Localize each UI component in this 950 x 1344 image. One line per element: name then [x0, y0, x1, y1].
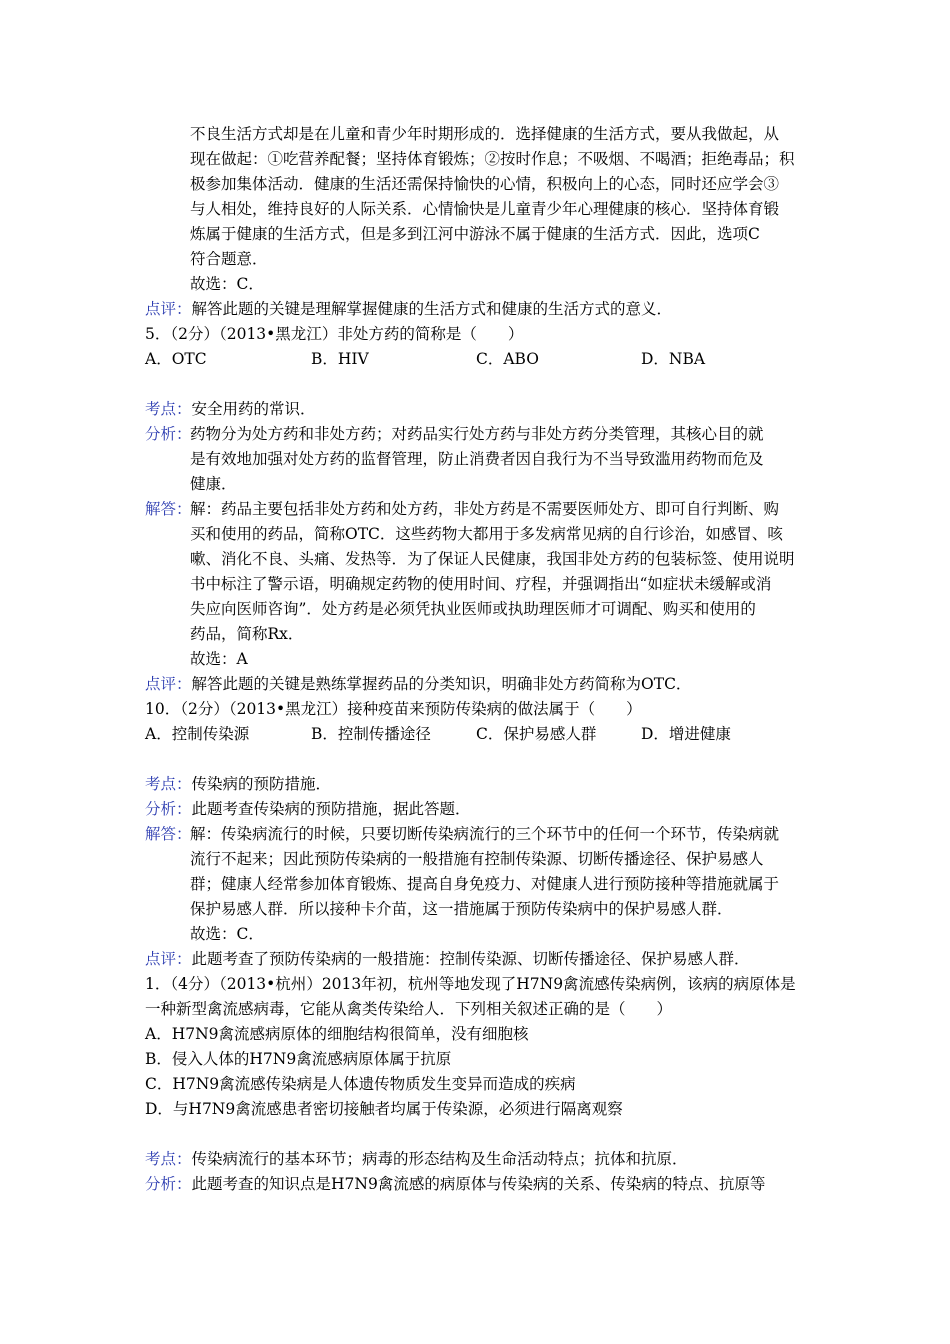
option-d: D．增进健康: [641, 725, 731, 743]
jieda-line: 买和使用的药品，简称OTC．这些药物大都用于多发病常见病的自行诊治，如感冒、咳: [190, 525, 783, 543]
option-c: C．保护易感人群: [476, 725, 597, 743]
option-a: A．控制传染源: [145, 725, 250, 743]
fenxi-line: 健康．: [190, 475, 237, 493]
question-stem: 10．（2分）（2013•黑龙江）接种疫苗来预防传染病的做法属于（ ）: [145, 700, 642, 718]
jieda-line: 解：传染病流行的时候，只要切断传染病流行的三个环节中的任何一个环节，传染病就: [190, 825, 780, 843]
kaodian-text: 传染病的预防措施．: [191, 775, 332, 793]
jieda-line: 群；健康人经常参加体育锻炼、提高自身免疫力、对健康人进行预防接种等措施就属于: [190, 875, 780, 893]
kaodian-text: 传染病流行的基本环节；病毒的形态结构及生命活动特点；抗体和抗原．: [191, 1150, 688, 1168]
fenxi-label: 分析：: [145, 1175, 192, 1193]
answer-line: 故选：C．: [190, 275, 264, 293]
comment-text: 解答此题的关键是理解掌握健康的生活方式和健康的生活方式的意义．: [191, 300, 673, 318]
option-b: B．HIV: [311, 350, 369, 368]
option-c: C．H7N9禽流感传染病是人体遗传物质发生变异而造成的疾病: [145, 1075, 576, 1093]
dianping-label: 点评：: [145, 950, 192, 968]
option-b: B．侵入人体的H7N9禽流感病原体属于抗原: [145, 1050, 452, 1068]
question-stem: 5．（2分）（2013•黑龙江）非处方药的简称是（ ）: [145, 325, 524, 343]
jieda-line: 嗽、消化不良、头痛、发热等．为了保证人民健康，我国非处方药的包装标签、使用说明: [190, 550, 795, 568]
dianping-text: 解答此题的关键是熟练掌握药品的分类知识，明确非处方药简称为OTC．: [191, 675, 692, 693]
option-b: B．控制传播途径: [311, 725, 431, 743]
comment-row: [145, 299, 672, 319]
jieda-label: 解答：: [145, 825, 192, 843]
question-stem: 1．（4分）（2013•杭州）2013年初，杭州等地发现了H7N9禽流感传染病例，该病的病原体是: [145, 975, 796, 993]
fenxi-row: [145, 799, 471, 819]
jieda-line: 书中标注了警示语，明确规定药物的使用时间、疗程，并强调指出“如症状未缓解或消: [190, 575, 772, 593]
answer-line: 故选：A: [190, 650, 248, 668]
dianping-row: [145, 949, 750, 969]
kaodian-label: 考点：: [145, 1150, 192, 1168]
text-line: 不良生活方式却是在儿童和青少年时期形成的．选择健康的生活方式，要从我做起，从: [190, 125, 780, 143]
jieda-line: 药品，简称Rx．: [190, 625, 304, 643]
option-a: A．OTC: [145, 350, 207, 368]
dianping-label: 点评：: [145, 675, 192, 693]
kaodian-row: [145, 774, 331, 794]
jieda-line: 失应向医师咨询”．处方药是必须凭执业医师或执助理医师才可调配、购买和使用的: [190, 600, 756, 618]
option-c: C．ABO: [476, 350, 539, 368]
answer-line: 故选：C．: [190, 925, 264, 943]
fenxi-text: 此题考查的知识点是H7N9禽流感的病原体与传染病的关系、传染病的特点、抗原等: [191, 1175, 766, 1193]
text-line: 符合题意．: [190, 250, 268, 268]
fenxi-row: [145, 1174, 765, 1194]
question-stem: 一种新型禽流感病毒，它能从禽类传染给人．下列相关叙述正确的是（ ）: [145, 1000, 673, 1018]
fenxi-line: 是有效地加强对处方药的监督管理，防止消费者因自我行为不当导致滥用药物而危及: [190, 450, 764, 468]
dianping-text: 此题考查了预防传染病的一般措施：控制传染源、切断传播途径、保护易感人群．: [191, 950, 750, 968]
kaodian-text: 安全用药的常识．: [191, 400, 316, 418]
text-line: 与人相处，维持良好的人际关系．心情愉快是儿童青少年心理健康的核心．坚持体育锻: [190, 200, 780, 218]
fenxi-line: 药物分为处方药和非处方药；对药品实行处方药与非处方药分类管理，其核心目的就: [190, 425, 764, 443]
jieda-line: 保护易感人群．所以接种卡介苗，这一措施属于预防传染病中的保护易感人群．: [190, 900, 733, 918]
fenxi-label: 分析：: [145, 425, 192, 443]
option-d: D．与H7N9禽流感患者密切接触者均属于传染源，必须进行隔离观察: [145, 1100, 623, 1118]
text-line: 现在做起：①吃营养配餐；坚持体育锻炼；②按时作息；不吸烟、不喝酒；拒绝毒品；积: [190, 150, 795, 168]
dianping-row: [145, 674, 691, 694]
jieda-line: 解：药品主要包括非处方药和处方药，非处方药是不需要医师处方、即可自行判断、购: [190, 500, 780, 518]
kaodian-row: [145, 1149, 688, 1169]
fenxi-text: 此题考查传染病的预防措施，据此答题．: [191, 800, 471, 818]
jieda-label: 解答：: [145, 500, 192, 518]
text-line: 炼属于健康的生活方式，但是多到江河中游泳不属于健康的生活方式．因此，选项C: [190, 225, 760, 243]
option-a: A．H7N9禽流感病原体的细胞结构很简单，没有细胞核: [145, 1025, 529, 1043]
kaodian-label: 考点：: [145, 775, 192, 793]
fenxi-label: 分析：: [145, 800, 192, 818]
comment-label: 点评：: [145, 300, 192, 318]
jieda-line: 流行不起来；因此预防传染病的一般措施有控制传染源、切断传播途径、保护易感人: [190, 850, 764, 868]
kaodian-label: 考点：: [145, 400, 192, 418]
text-line: 极参加集体活动．健康的生活还需保持愉快的心情，积极向上的心态，同时还应学会③: [190, 175, 780, 193]
kaodian-row: [145, 399, 316, 419]
option-d: D．NBA: [641, 350, 706, 368]
